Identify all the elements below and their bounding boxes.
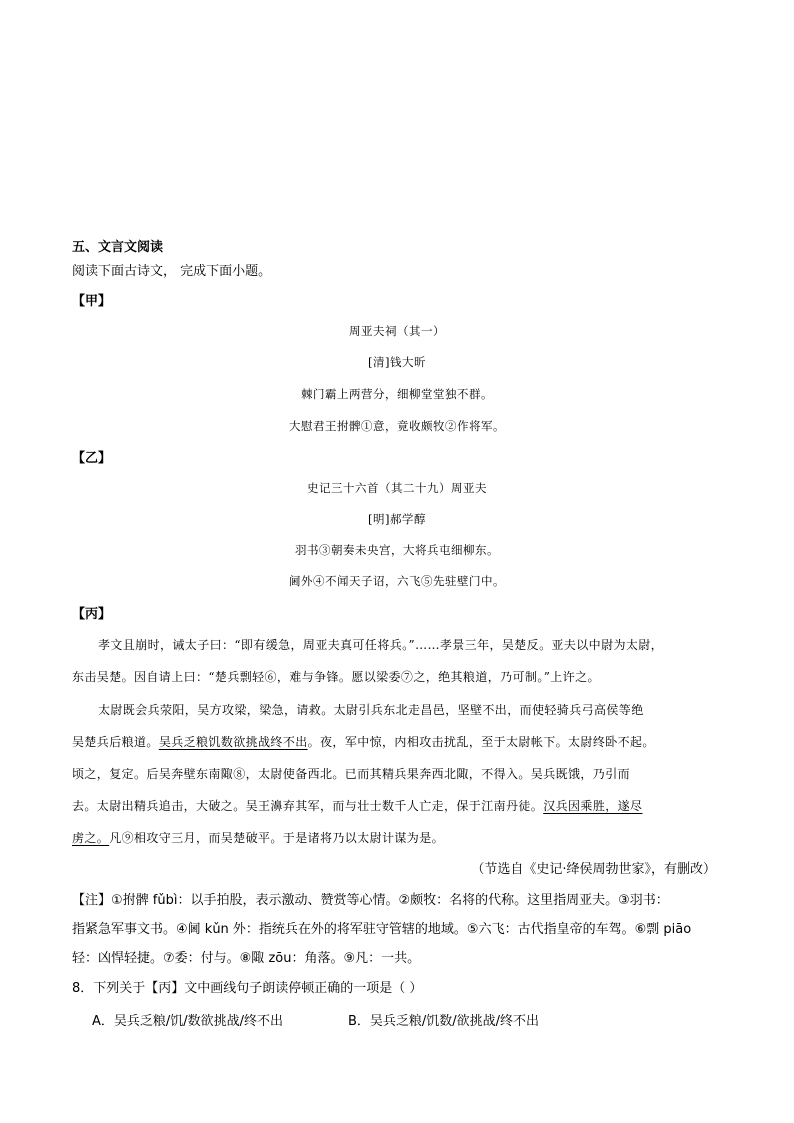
bing-p2-line-2 <box>72 733 655 750</box>
bing-p2-line-4 <box>72 797 642 814</box>
bing-p2-line-1: 太尉既会兵荥阳，吴方攻梁，梁急，请救。太尉引兵东北走昌邑，坚壁不出，而使轻骑兵弓高侯等绝 <box>98 703 644 717</box>
part-bing-label: 【丙】 <box>72 607 112 622</box>
underlined-sentence: 汉兵因乘胜，遂尽 <box>543 799 643 813</box>
bing-text-segment: 吴楚兵后粮道。 <box>72 735 159 749</box>
source-citation: （节选自《史记·绛侯周勃世家》，有删改） <box>471 862 716 877</box>
part-jia-label: 【甲】 <box>72 294 112 309</box>
note-line-3: 轻：凶悍轻捷。⑦委：付与。⑧陬 zōu：角落。⑨凡：一共。 <box>72 951 421 966</box>
jia-line-2: 大慰君王拊髀①意，竟收颇牧②作将军。 <box>289 419 505 433</box>
yi-line-2: 阃外④不闻天子诏，六飞⑤先驻壁门中。 <box>289 574 505 588</box>
bing-text-segment: 凡⑨相攻守三月，而吴楚破平。于是诸将乃以太尉计谋为是。 <box>109 831 445 845</box>
underlined-sentence: 吴兵乏粮饥数欲挑战终不出 <box>158 735 308 749</box>
option-b[interactable]: B．吴兵乏粮/饥数/欲挑战/终不出 <box>348 1014 540 1029</box>
instruction: 阅读下面古诗文， 完成下面小题。 <box>72 264 272 279</box>
section-title: 五、文言文阅读 <box>72 240 164 255</box>
bing-p2-line-3: 顷之，复定。后吴奔壁东南陬⑧，太尉使备西北。已而其精兵果奔西北陬，不得入。吴兵既饿，乃引而 <box>72 767 631 781</box>
underlined-sentence: 虏之。 <box>72 831 110 845</box>
jia-author: [清]钱大昕 <box>368 355 426 369</box>
bing-p1-line-1: 孝文且崩时，诫太子曰：“即有缓急，周亚夫真可任将兵。”……孝景三年，吴楚反。亚夫以中尉为太尉， <box>98 638 664 652</box>
note-line-2: 指紧急军事文书。④阃 kǔn 外：指统兵在外的将军驻守管辖的地域。⑤六飞：古代指皇帝的车驾。⑥剽 piāo <box>72 922 692 937</box>
bing-p2-line-5 <box>72 829 444 846</box>
option-a[interactable]: A．吴兵乏粮/饥/数欲挑战/终不出 <box>92 1014 284 1029</box>
yi-author: [明]郝学醇 <box>368 512 426 526</box>
jia-poem-title: 周亚夫祠（其一） <box>349 324 445 338</box>
jia-line-1: 棘门霸上两营分，细柳堂堂独不群。 <box>301 387 493 401</box>
part-yi-label: 【乙】 <box>72 451 112 466</box>
yi-poem-title: 史记三十六首（其二十九）周亚夫 <box>307 481 487 495</box>
bing-text-segment: 去。太尉出精兵追击，大破之。吴王濞弃其军，而与壮士数千人亡走，保于江南丹徒。 <box>72 799 544 813</box>
bing-p1-line-2: 东击吴楚。因自请上曰：“楚兵剽轻⑥，难与争锋。愿以梁委⑦之，绝其粮道，乃可制。”上许之。 <box>72 670 600 684</box>
note-line-1: 【注】①拊髀 fǔbì：以手拍股，表示激动、赞赏等心情。②颇牧：名将的代称。这里指周亚夫。③羽书： <box>72 893 669 908</box>
question-stem: 8．下列关于【丙】文中画线句子朗读停顿正确的一项是（ ） <box>72 981 423 996</box>
bing-text-segment: 。夜，军中惊，内相攻击扰乱，至于太尉帐下。太尉终卧不起。 <box>307 735 655 749</box>
yi-line-1: 羽书③朝奏未央宫，大将兵屯细柳东。 <box>295 543 499 557</box>
